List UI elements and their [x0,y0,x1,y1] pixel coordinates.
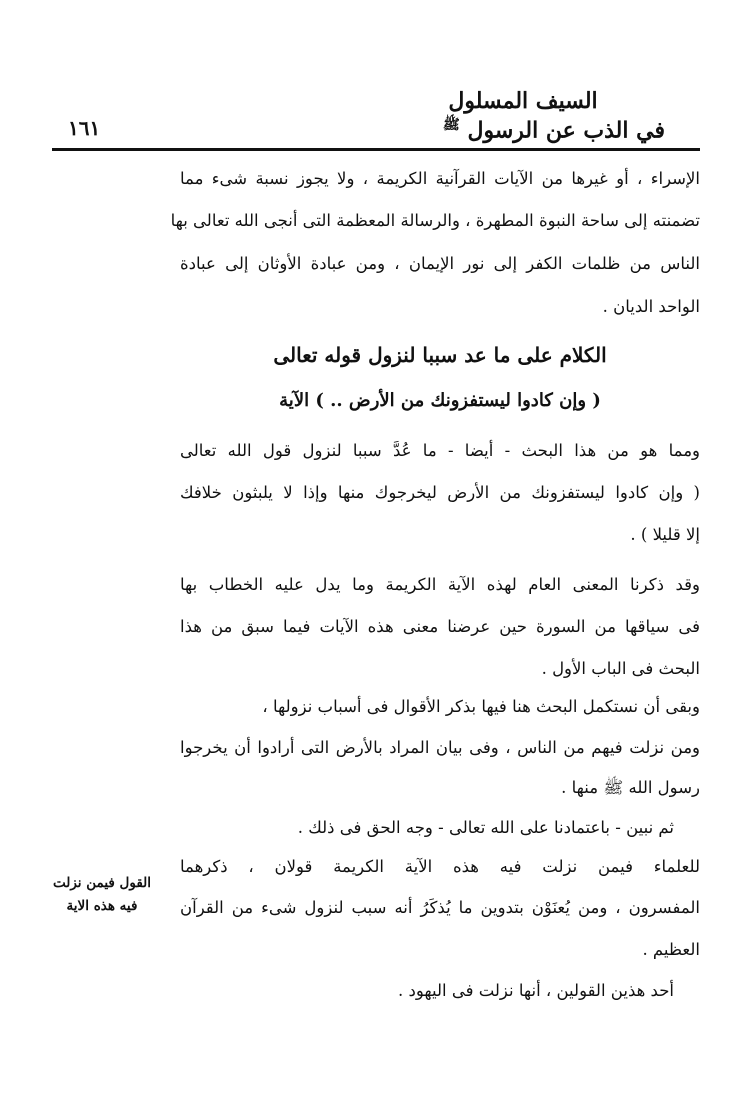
paragraph-line: وقد ذكرنا المعنى العام لهذه الآية الكريمة وما يدل عليه الخطاب بها [180,575,700,594]
paragraph-line: ومما هو من هذا البحث - أيضا - ما عُدَّ سببا لنزول قول الله تعالى [180,441,700,460]
paragraph-line: ثم نبين - باعتمادنا على الله تعالى - وجه الحق فى ذلك . [297,818,674,837]
paragraph-line: ( وإن كادوا ليستفزونك من الأرض ليخرجوك منها وإذا لا يلبثون خلافك [180,483,700,502]
paragraph-line: البحث فى الباب الأول . [541,659,700,678]
running-subtitle [443,112,665,143]
header-rule [52,148,700,151]
paragraph-line: الواحد الديان . [602,297,700,316]
page-number: ١٦١ [68,116,101,140]
paragraph-line: رسول الله ﷺ منها . [561,778,700,797]
salutation-glyph: ﷺ [442,117,460,133]
section-subheading: ( وإن كادوا ليستفزونك من الأرض .. ) الآية [279,390,601,411]
paragraph-line: إلا قليلا ) . [630,525,700,544]
paragraph-line: وبقى أن نستكمل البحث هنا فيها بذكر الأقوال فى أسباب نزولها ، [262,697,700,716]
paragraph-line: العظيم . [642,940,700,959]
section-heading: الكلام على ما عد سببا لنزول قوله تعالى [273,343,607,367]
margin-note-line: فيه هذه الاية [66,898,138,914]
paragraph-line: ومن نزلت فيهم من الناس ، وفى بيان المراد بالأرض التى أرادوا أن يخرجوا [180,738,700,757]
margin-note-line: القول فيمن نزلت [52,875,152,891]
paragraph-line: الإسراء ، أو غيرها من الآيات القرآنية الكريمة ، ولا يجوز نسبة شىء مما [180,169,700,188]
paragraph-line: تضمنته إلى ساحة النبوة المطهرة ، والرسالة المعظمة التى أنجى الله تعالى بها [170,211,700,230]
paragraph-line: الناس من ظلمات الكفر إلى نور الإيمان ، ومن عبادة الأوثان إلى عبادة [180,254,700,273]
running-title: السيف المسلول [448,88,598,114]
margin-note [42,872,162,918]
paragraph-line: للعلماء فيمن نزلت فيه هذه الآية الكريمة قولان ، ذكرهما [180,857,700,876]
paragraph-line: المفسرون ، ومن يُعنَوْن بتدوين ما يُذكَرُ أنه سبب لنزول شىء من القرآن [180,898,700,917]
paragraph-line: فى سياقها من السورة حين عرضنا معنى هذه الآيات فيما سبق من هذا [180,617,700,636]
paragraph-line: أحد هذين القولين ، أنها نزلت فى اليهود . [398,981,674,1000]
running-subtitle-text: في الذب عن الرسول [467,117,665,144]
